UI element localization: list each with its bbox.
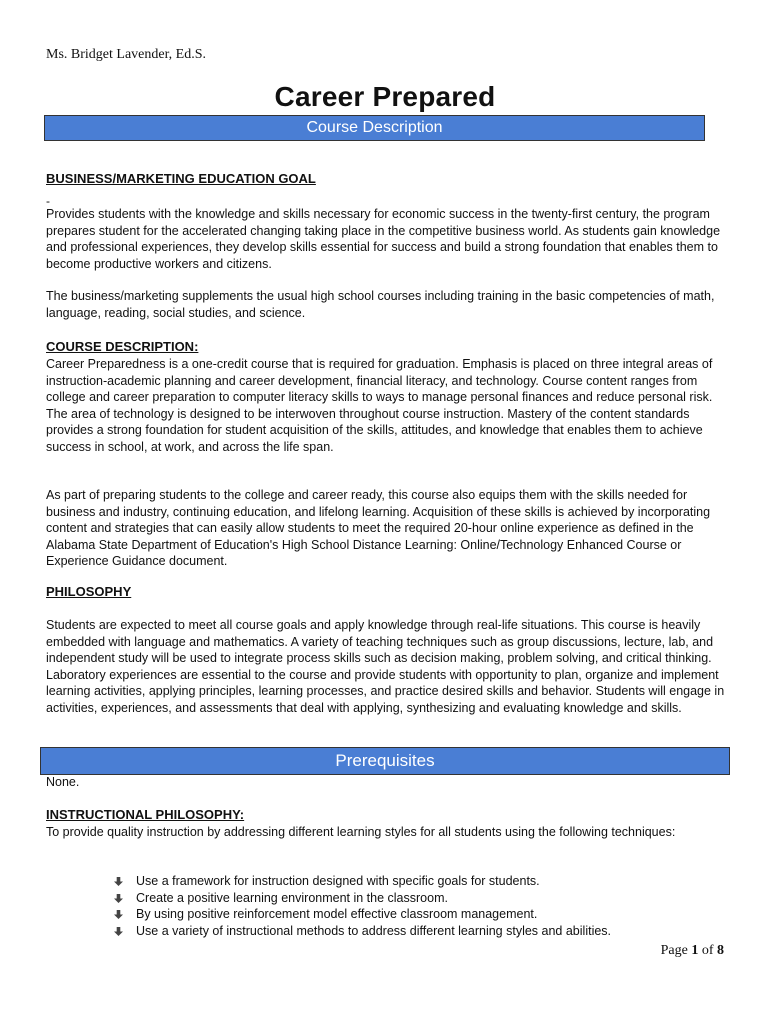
arrow-bullet-icon <box>114 910 123 919</box>
arrow-bullet-icon <box>114 894 123 903</box>
course-description-bar: Course Description <box>44 115 705 141</box>
business-goal-paragraph-2: The business/marketing supplements the usual high school courses including training in the basic competencies of math, language, reading, social studies, and science. <box>46 289 715 320</box>
list-item: Use a variety of instructional methods to address different learning styles and abilities. <box>112 923 611 940</box>
arrow-bullet-icon <box>114 927 123 936</box>
business-goal-heading: BUSINESS/MARKETING EDUCATION GOAL <box>46 171 316 186</box>
dash-mark: - <box>46 194 50 208</box>
list-item: Use a framework for instruction designed with specific goals for students. <box>112 873 611 890</box>
course-description-paragraph-1: Career Preparedness is a one-credit course that is required for graduation. Emphasis is placed on three integral areas of instruction-academic planning and career development, financial literacy, and technology. Course content ranges from college and career preparation to computer literacy skills to ways to manage personal finances and reduce personal risk. The area of technology is designed to be interwoven throughout course instruction. Mastery of the content standards provides a strong foundation for student acquisition of the skills, attitudes, and knowledge that enables them to achieve success in school, at work, and across the life span. <box>46 357 713 454</box>
list-item: By using positive reinforcement model effective classroom management. <box>112 906 611 923</box>
course-description-paragraph-2: As part of preparing students to the college and career ready, this course also equips them with the skills needed for business and industry, continuing education, and lifelong learning. Acquisition of these skills is achieved by incorporating content and strategies that can easily allow students to meet the required 20-hour online experience as defined in the Alabama State Department of Education's High School Distance Learning: Online/Technology Enhanced Course or Experience Guidance document. <box>46 488 711 568</box>
document-title: Career Prepared <box>274 81 496 112</box>
author-name: Ms. Bridget Lavender, Ed.S. <box>46 47 207 62</box>
business-goal-paragraph-1: Provides students with the knowledge and skills necessary for economic success in the twenty-first century, the program prepares student for the accelerated changing taking place in the competitive business world. As students gain knowledge and professional experiences, they develop skills essential for success and build a strong foundation that enables them to become productive workers and citizens. <box>46 207 721 271</box>
instructional-philosophy-heading: INSTRUCTIONAL PHILOSOPHY: <box>46 807 245 822</box>
arrow-bullet-icon <box>114 877 123 886</box>
page-number: Page 1 of 8 <box>660 943 724 958</box>
philosophy-paragraph: Students are expected to meet all course goals and apply knowledge through real-life situations. This course is heavily embedded with language and mathematics. A variety of teaching techniques such as group discussions, lecture, lab, and independent study will be used to integrate process skills such as decision making, problem solving, and critical thinking. Laboratory experiences are essential to the course and provide students with opportunity to plan, organize and implement learning activities, applying principles, learning processes, and practice desired skills and behavior. Students will engage in activities, experiences, and assessments that deal with applying, synthesizing and evaluating knowledge and skills. <box>46 618 725 715</box>
philosophy-heading: PHILOSOPHY <box>46 584 132 599</box>
course-description-heading: COURSE DESCRIPTION: <box>46 339 199 354</box>
instructional-philosophy-paragraph: To provide quality instruction by addressing different learning styles for all students using the following techniques: <box>46 825 676 839</box>
techniques-list <box>112 873 611 939</box>
list-item: Create a positive learning environment in the classroom. <box>112 890 611 907</box>
prerequisites-bar: Prerequisites <box>40 747 730 775</box>
prerequisites-text: None. <box>46 775 80 789</box>
